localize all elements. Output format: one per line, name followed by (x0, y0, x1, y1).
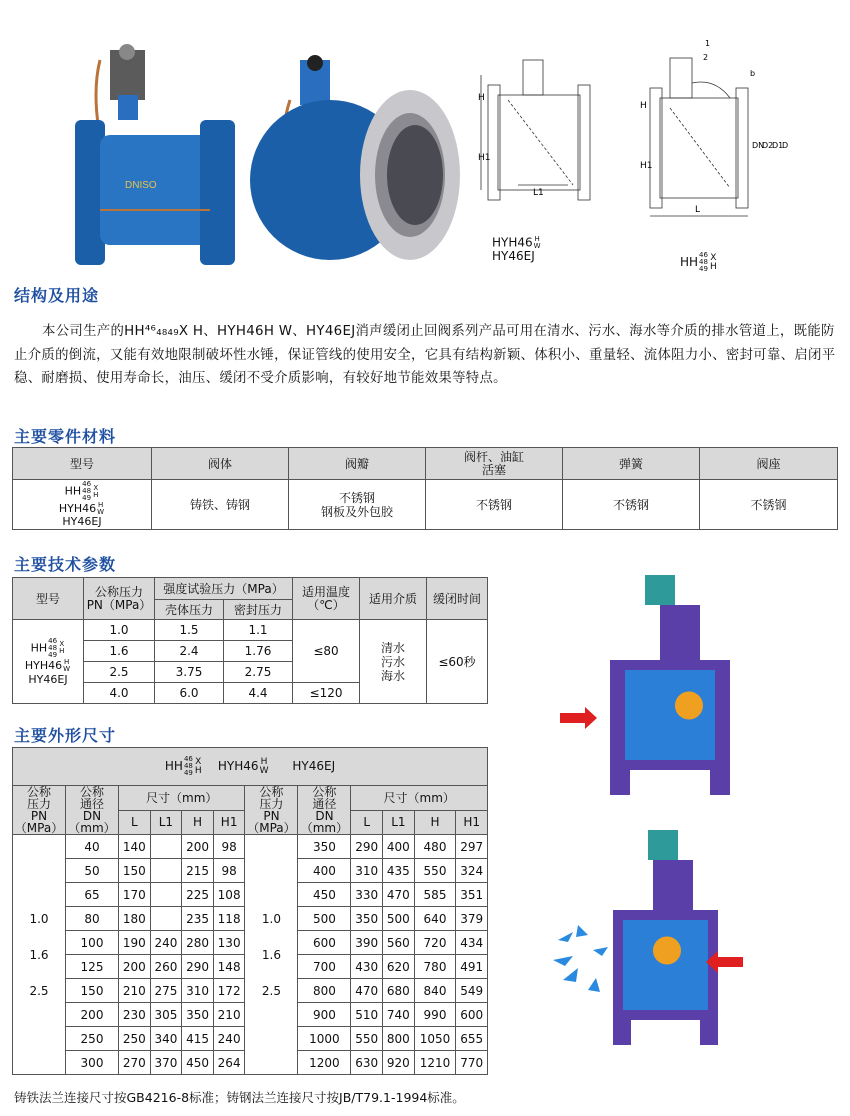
footnote: 铸铁法兰连接尺寸按GB4216-8标准；铸钢法兰连接尺寸按JB/T79.1-1994标准。 (14, 1090, 465, 1105)
tech-seal-4: 4.4 (224, 683, 293, 704)
dims-cell: 549 (456, 979, 488, 1003)
tech-shell-4: 6.0 (155, 683, 224, 704)
dims-cell: 260 (150, 955, 182, 979)
dim-label-l: L (695, 205, 701, 215)
tech-shell-1: 1.5 (155, 620, 224, 641)
structure-title: 结构及用途 (14, 286, 100, 305)
dims-cell: 500 (383, 907, 415, 931)
tech-h-close: 缓闭时间 (427, 578, 488, 620)
dims-h-l1-r: L1 (383, 810, 415, 835)
dims-cell (150, 859, 182, 883)
dims-cell: 125 (66, 955, 119, 979)
dims-pn-left (13, 835, 66, 1075)
flow-arrow-right-icon (560, 707, 597, 729)
dims-cell: 430 (351, 955, 383, 979)
dims-cell: 275 (150, 979, 182, 1003)
tech-pn-1: 1.0 (84, 620, 155, 641)
mat-disc: 不锈钢 钢板及外包胶 (289, 480, 426, 530)
dims-cell: 379 (456, 907, 488, 931)
tech-h-medium: 适用介质 (360, 578, 427, 620)
dims-cell: 560 (383, 931, 415, 955)
dims-cell: 240 (150, 931, 182, 955)
mat-model: HH46 48 49X H HYH46 H W HY46EJ (13, 480, 152, 530)
dims-cell: 470 (351, 979, 383, 1003)
dims-cell: 780 (414, 955, 456, 979)
dims-cell: 435 (383, 859, 415, 883)
pn-value: 1.0 (261, 911, 281, 926)
dims-title: 主要外形尺寸 (14, 726, 117, 745)
dims-cell (150, 907, 182, 931)
dims-cell: 150 (119, 859, 151, 883)
dims-cell: 148 (213, 955, 245, 979)
drawing2-caption: HH46 48 49X H (680, 251, 717, 273)
dims-cell: 800 (298, 979, 351, 1003)
dims-cell: 655 (456, 1027, 488, 1051)
dims-cell: 400 (298, 859, 351, 883)
dims-h-h1: H1 (213, 810, 245, 835)
dims-cell: 740 (383, 1003, 415, 1027)
flow-diagram-forward (555, 575, 735, 795)
valve-photo-2 (245, 55, 460, 270)
dim-label-d2: D2 (762, 141, 774, 150)
dims-cell: 310 (351, 859, 383, 883)
mat-stem: 不锈钢 (426, 480, 563, 530)
tech-h-seal: 密封压力 (224, 600, 293, 620)
dims-h-l: L (119, 810, 151, 835)
dims-cell: 230 (119, 1003, 151, 1027)
dims-cell: 350 (182, 1003, 214, 1027)
pn-value: 2.5 (29, 983, 49, 998)
drawing1-caption: HYH46 H W HY46EJ (492, 235, 541, 263)
dims-pn-right (245, 835, 298, 1075)
dims-cell: 170 (119, 883, 151, 907)
mat-h-stem: 阀杆、油缸 活塞 (426, 448, 563, 480)
product-logo: DNISO (125, 180, 157, 191)
dims-cell: 920 (383, 1051, 415, 1075)
dims-cell: 50 (66, 859, 119, 883)
tech-shell-3: 3.75 (155, 662, 224, 683)
dims-cell: 80 (66, 907, 119, 931)
dims-cell: 1200 (298, 1051, 351, 1075)
dims-cell: 510 (351, 1003, 383, 1027)
dims-cell: 250 (119, 1027, 151, 1051)
dims-cell: 150 (66, 979, 119, 1003)
tech-pn-2: 1.6 (84, 641, 155, 662)
dims-cell: 640 (414, 907, 456, 931)
dims-cell: 130 (213, 931, 245, 955)
dims-cell: 585 (414, 883, 456, 907)
dims-cell: 450 (298, 883, 351, 907)
dims-cell: 200 (119, 955, 151, 979)
drawing-hh46 (640, 38, 790, 223)
structure-text: 本公司生产的HH⁴⁶₄₈₄₉X H、HYH46H W、HY46EJ消声缓闭止回阀系列产品可用在清水、污水、海水等介质的排水管道上，既能防止介质的倒流，又能有效地限制破坏性水锤，保证管线的使用安全，它具有结构新颖、体积小、重量轻、流体阻力小、密封可靠、启闭平稳、耐磨损、使用寿命长，油压、缓闭不受介质影响，有较好地节能效果等特点。 (14, 324, 836, 386)
mat-h-body: 阀体 (152, 448, 289, 480)
dims-cell: 550 (414, 859, 456, 883)
tech-shell-2: 2.4 (155, 641, 224, 662)
dims-cell: 300 (66, 1051, 119, 1075)
mat-spring: 不锈钢 (563, 480, 700, 530)
dims-h-dn-left: 公称 通径 DN（mm） (66, 786, 119, 835)
tech-medium: 清水 污水 海水 (360, 620, 427, 704)
dims-cell: 240 (213, 1027, 245, 1051)
dims-cell: 290 (351, 835, 383, 859)
dims-h-dn-right: 公称 通径 DN（mm） (298, 786, 351, 835)
dims-cell: 235 (182, 907, 214, 931)
dims-cell: 1050 (414, 1027, 456, 1051)
dims-cell: 324 (456, 859, 488, 883)
dims-cell: 550 (351, 1027, 383, 1051)
dims-cell: 400 (383, 835, 415, 859)
dims-cell: 600 (456, 1003, 488, 1027)
dims-cell: 98 (213, 859, 245, 883)
dims-cell: 1210 (414, 1051, 456, 1075)
tech-close: ≤60秒 (427, 620, 488, 704)
dim-label-d: D (782, 141, 789, 150)
dims-cell: 1000 (298, 1027, 351, 1051)
dims-cell: 990 (414, 1003, 456, 1027)
dims-cell: 700 (298, 955, 351, 979)
dims-cell: 600 (298, 931, 351, 955)
dims-body (13, 835, 488, 1075)
tech-table (12, 577, 488, 704)
dims-cell: 350 (298, 835, 351, 859)
tech-temp-1: ≤80 (293, 620, 360, 683)
dims-cell: 210 (213, 1003, 245, 1027)
dim-label-h-2: H (640, 101, 647, 111)
dims-cell: 65 (66, 883, 119, 907)
dims-h-pn-left: 公称 压力 PN（MPa） (13, 786, 66, 835)
dims-h-size-right: 尺寸（mm） (351, 786, 488, 811)
tech-seal-3: 2.75 (224, 662, 293, 683)
dims-cell: 800 (383, 1027, 415, 1051)
dims-cell: 305 (150, 1003, 182, 1027)
dims-cell: 434 (456, 931, 488, 955)
dim-label-1: 1 (705, 39, 711, 48)
dim-label-d1: D1 (772, 141, 784, 150)
dims-cell: 264 (213, 1051, 245, 1075)
dims-cell: 118 (213, 907, 245, 931)
tech-seal-2: 1.76 (224, 641, 293, 662)
pn-value: 1.6 (261, 947, 281, 962)
mat-h-model: 型号 (13, 448, 152, 480)
dim-label-l1: L1 (533, 188, 544, 198)
dim-label-h1: H1 (478, 153, 491, 163)
dims-cell: 310 (182, 979, 214, 1003)
tech-title: 主要技术参数 (14, 555, 117, 574)
dims-cell: 370 (150, 1051, 182, 1075)
tech-temp-2: ≤120 (293, 683, 360, 704)
tech-pn-4: 4.0 (84, 683, 155, 704)
dims-h-size-left: 尺寸（mm） (119, 786, 245, 811)
dims-cell: 415 (182, 1027, 214, 1051)
dims-cell: 720 (414, 931, 456, 955)
tech-h-model: 型号 (13, 578, 84, 620)
tech-pn-3: 2.5 (84, 662, 155, 683)
dims-cell: 480 (414, 835, 456, 859)
tech-h-test: 强度试验压力（MPa） (155, 578, 293, 600)
dims-cell: 40 (66, 835, 119, 859)
dims-table (12, 747, 488, 1075)
pn-value: 1.6 (29, 947, 49, 962)
dims-cell: 280 (182, 931, 214, 955)
dims-cell: 140 (119, 835, 151, 859)
water-splash-icon (553, 925, 608, 992)
dim-label-b: b (750, 69, 756, 78)
dims-h-h-r: H (414, 810, 456, 835)
valve-photo-1 (70, 40, 245, 265)
dims-cell: 450 (182, 1051, 214, 1075)
dims-h-h1-r: H1 (456, 810, 488, 835)
dims-cell: 225 (182, 883, 214, 907)
dims-cell: 491 (456, 955, 488, 979)
dims-cell: 840 (414, 979, 456, 1003)
dims-h-h: H (182, 810, 214, 835)
dims-cell: 200 (66, 1003, 119, 1027)
mat-h-seat: 阀座 (700, 448, 838, 480)
drawing-hyh46 (478, 40, 608, 215)
dim-label-dn: DN (752, 141, 765, 150)
pn-value: 2.5 (261, 983, 281, 998)
dims-cell: 210 (119, 979, 151, 1003)
materials-table (12, 447, 838, 530)
dims-cell: 900 (298, 1003, 351, 1027)
dims-cell: 297 (456, 835, 488, 859)
mat-h-disc: 阀瓣 (289, 448, 426, 480)
dims-cell: 180 (119, 907, 151, 931)
dims-cell: 215 (182, 859, 214, 883)
dims-h-l-r: L (351, 810, 383, 835)
flow-diagram-reverse (548, 830, 743, 1045)
dims-cell: 270 (119, 1051, 151, 1075)
materials-title: 主要零件材料 (14, 427, 117, 446)
dims-h-pn-right: 公称 压力 PN（MPa） (245, 786, 298, 835)
dims-cell (150, 883, 182, 907)
tech-h-pn: 公称压力 PN（MPa） (84, 578, 155, 620)
mat-seat: 不锈钢 (700, 480, 838, 530)
tech-h-temp: 适用温度 （℃） (293, 578, 360, 620)
dims-cell (150, 835, 182, 859)
pn-value: 1.0 (29, 911, 49, 926)
tech-model: HH46 48 49X H HYH46 H W HY46EJ (13, 620, 84, 704)
dims-cell: 98 (213, 835, 245, 859)
dims-cell: 351 (456, 883, 488, 907)
dims-cell: 630 (351, 1051, 383, 1075)
dims-cell: 290 (182, 955, 214, 979)
dims-row (13, 835, 488, 859)
dims-cell: 250 (66, 1027, 119, 1051)
mat-h-spring: 弹簧 (563, 448, 700, 480)
dims-cell: 330 (351, 883, 383, 907)
tech-seal-1: 1.1 (224, 620, 293, 641)
dims-cell: 470 (383, 883, 415, 907)
dim-label-h1-2: H1 (640, 161, 653, 171)
dims-cell: 100 (66, 931, 119, 955)
dims-cell: 108 (213, 883, 245, 907)
dims-cell: 172 (213, 979, 245, 1003)
dims-table-title: HH46 48 49X H HYH46 H W HY46EJ (13, 748, 488, 786)
dims-cell: 500 (298, 907, 351, 931)
tech-h-shell: 壳体压力 (155, 600, 224, 620)
dims-cell: 390 (351, 931, 383, 955)
dims-h-l1: L1 (150, 810, 182, 835)
dim-label-2: 2 (703, 53, 709, 62)
dims-cell: 350 (351, 907, 383, 931)
mat-body: 铸铁、铸钢 (152, 480, 289, 530)
dims-cell: 340 (150, 1027, 182, 1051)
dims-cell: 680 (383, 979, 415, 1003)
dim-label-h: H (478, 93, 485, 103)
dims-cell: 770 (456, 1051, 488, 1075)
dims-cell: 620 (383, 955, 415, 979)
dims-cell: 200 (182, 835, 214, 859)
dims-cell: 190 (119, 931, 151, 955)
